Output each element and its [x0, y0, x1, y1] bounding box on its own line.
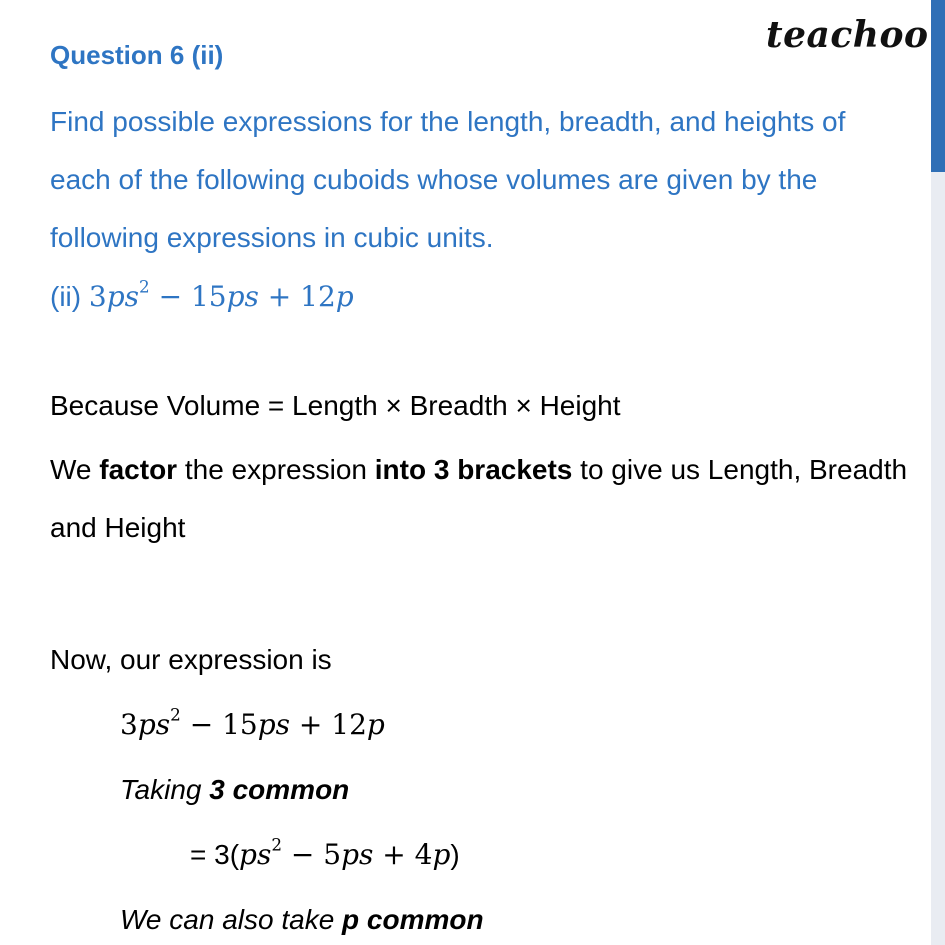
part-label: (ii) — [50, 281, 82, 312]
taking-common-line: Taking 3 common — [120, 774, 350, 805]
question-expression: $3ps^2 - 15ps + 12p$ — [88, 276, 354, 313]
question-line-1: Find possible expressions for the length, breadth, and heights of — [50, 106, 846, 137]
now-line: Now, our expression is — [50, 644, 332, 675]
factor-line-1: We factor the expression into 3 brackets to give us Length, Breadth — [50, 454, 908, 485]
step1-line: = $3(ps^2 - 5ps + 4p)$ — [190, 834, 460, 871]
because-line: Because Volume = Length × Breadth × Height — [50, 390, 621, 421]
question-title: Question 6 (ii) — [50, 40, 224, 70]
right-accent-bar — [931, 0, 945, 172]
question-line-3: following expressions in cubic units. — [50, 222, 494, 253]
also-common-line: We can also take p common — [120, 904, 484, 935]
factor-line-2: and Height — [50, 512, 186, 543]
expression-line: $3ps^2 - 15ps + 12p$ — [120, 704, 385, 741]
question-part-expression — [50, 276, 354, 313]
teachoo-logo: teachoo — [766, 14, 929, 56]
question-line-2: each of the following cuboids whose volumes are given by the — [50, 164, 818, 195]
